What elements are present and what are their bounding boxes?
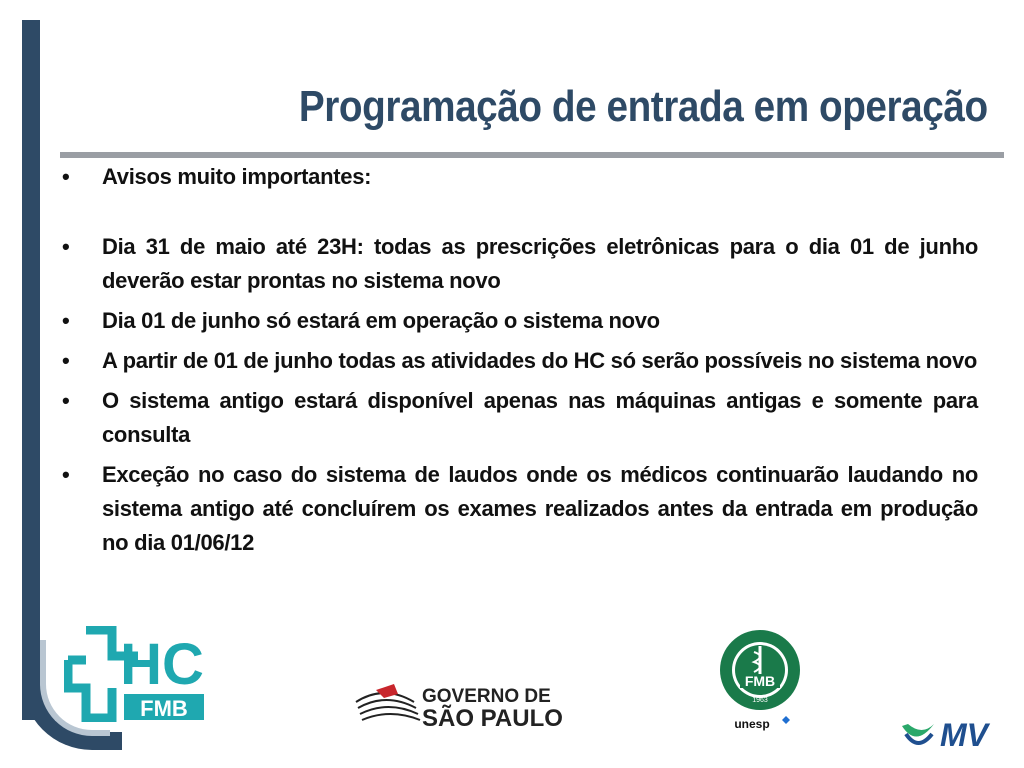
bullet-text: Avisos muito importantes: [102, 164, 372, 189]
title-divider [60, 152, 1004, 158]
bullet-item [58, 230, 978, 298]
bullet-item [58, 344, 978, 378]
governo-line1: GOVERNO DE [422, 686, 551, 707]
bullet-marker: • [62, 462, 70, 487]
hc-logo-text: HC [120, 632, 204, 697]
governo-sao-paulo-logo [354, 680, 574, 732]
bullet-marker: • [62, 348, 70, 373]
hc-fmb-logo [64, 626, 204, 722]
bullet-text: A partir de 01 de junho todas as atividades do HC só serão possíveis no sistema novo [102, 348, 978, 373]
fmb-seal-text: FMB [744, 673, 776, 689]
slide-content [58, 160, 978, 566]
unesp-text: unesp [734, 717, 770, 731]
bullet-text: Dia 01 de junho só estará em operação o sistema novo [102, 308, 660, 333]
bullet-marker: • [62, 308, 70, 333]
bullet-item [58, 304, 978, 338]
bullet-text: Dia 31 de maio até 23H: todas as prescrições eletrônicas para o dia 01 de junho deverão estar prontas no sistema novo [102, 234, 978, 293]
mv-logo [900, 712, 1010, 752]
bullet-item [58, 160, 978, 194]
bullet-marker: • [62, 164, 70, 189]
bullet-marker: • [62, 234, 70, 259]
mv-logo-text: MV [940, 717, 988, 752]
slide-frame-left [22, 20, 40, 720]
bullet-text: O sistema antigo estará disponível apenas nas máquinas antigas e somente para consulta [102, 388, 978, 447]
bullet-item [58, 458, 978, 560]
fmb-seal-year: 1963 [752, 697, 768, 704]
bullet-list [58, 160, 978, 560]
fmb-logo-text: FMB [140, 696, 188, 721]
bullet-item [58, 384, 978, 452]
governo-line2: SÃO PAULO [422, 705, 563, 732]
bullet-text: Exceção no caso do sistema de laudos onde os médicos continuarão laudando no sistema antigo até concluírem os exames realizados antes da entrada em produção no dia 01/06/12 [102, 462, 978, 555]
bullet-marker: • [62, 388, 70, 413]
slide-title: Programação de entrada em operação [299, 82, 988, 131]
fmb-botucatu-seal [716, 628, 806, 732]
